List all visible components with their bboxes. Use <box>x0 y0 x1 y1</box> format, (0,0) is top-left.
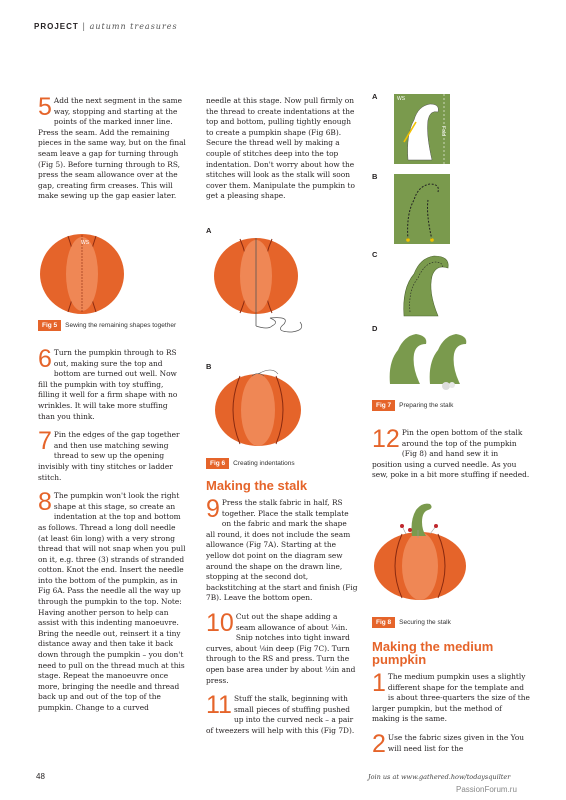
step-text: Stuff the stalk, beginning with small pieces of stuffing pushed up into the curved neck – a pair of tweezers will help with this (Fig 7D). <box>206 694 355 735</box>
medium-step-2 <box>372 729 530 758</box>
step-number: 6 <box>38 345 52 373</box>
step-5 <box>38 93 186 202</box>
fig6-tag: Fig 6 <box>206 458 229 469</box>
fig5-caption-text: Sewing the remaining shapes together <box>65 322 177 329</box>
heading-making-the-stalk: Making the stalk <box>206 478 308 493</box>
fig5-caption <box>38 320 188 331</box>
step-number: 7 <box>38 427 52 456</box>
watermark: PassionForum.ru <box>456 785 517 794</box>
fig7d-stalks-stuffed-illustration <box>386 328 476 390</box>
column-2b <box>206 479 358 744</box>
fig6-caption <box>206 458 356 469</box>
fig5-pumpkin-illustration <box>38 232 142 316</box>
fig7-fold-label: Fold <box>439 126 446 136</box>
step-10 <box>206 608 358 686</box>
step-11 <box>206 691 358 736</box>
header-separator: | <box>78 22 90 31</box>
step-9 <box>206 495 358 604</box>
fig8-caption <box>372 617 532 628</box>
step-8 <box>38 488 186 713</box>
step-text: Turn the pumpkin through to RS out, making sure the top and bottom are turned out well. Now fill the pumpkin with toy stuffing, filling it well for a firm shape with no wrinkles. It will take more stuffing than you think. <box>38 348 178 421</box>
header-project: PROJECT <box>34 22 79 31</box>
step-text: Add the next segment in the same way, stopping and starting at the points of the marked inner line. Press the seam. Add the remaining pieces in the same way, but on the final seam leave a gap for turning through (Fig 5). Before turning through to RS, press the seam allowance over at the gap, creating firm creases. This will make sewing up the gap easier later. <box>38 96 186 201</box>
fig7-ws-label: WS <box>397 96 406 102</box>
step-text: The medium pumpkin uses a slightly different shape for the template and is about three-quarters the size of the larger pumpkin, but the method of making is the same. <box>372 672 530 724</box>
fig8-pumpkin-with-stalk-illustration <box>372 500 476 604</box>
fig7-label-d: D <box>372 324 378 333</box>
step-text: Pin the edges of the gap together and then use matching sewing thread to sew up the opening invisibly with tiny stitches or ladder stitch. <box>38 430 180 482</box>
fig7-caption-text: Preparing the stalk <box>399 402 454 409</box>
medium-step-1 <box>372 669 530 725</box>
step-text: Use the fabric sizes given in the You will need list for the <box>387 732 525 753</box>
step-8-continued: needle at this stage. Now pull firmly on the thread to create indentations at the top and bottom, pulling tightly enough to create a pumpkin shape (Fig 6B). Secure the thread well by making a couple of stitches deep into the top indentation. Don't worry about how the stitches will look as the stalk will soon cover them. Manipulate the pumpkin to get a pleasing shape. <box>206 96 355 201</box>
step-6 <box>38 345 186 422</box>
step-text: Press the stalk fabric in half, RS together. Place the stalk template on the fabric and mark the shape all round, it does not include the seam allowance (Fig 7A). Starting at the yellow dot point on the diagram sew around the shape on the drawn line, stopping at the second dot, backstitching at the start and finish (Fig 7B). Leave the bottom open. <box>206 498 358 603</box>
fig6-caption-text: Creating indentations <box>233 460 295 467</box>
step-number: 8 <box>38 488 52 517</box>
fig6b-pumpkin-illustration <box>212 368 332 452</box>
fig5-tag: Fig 5 <box>38 320 61 331</box>
step-text: The pumpkin won't look the right shape at this stage, so create an indentation at the top and bottom as follows. Thread a long doll needle (at least 6in long) with a very strong thread that will not snap when you pull on it, e.g. three (3) strands of stranded cotton. Knot the end. Insert the needle into the bottom of the pumpkin, as in Fig 6A. Pass the needle all the way up through the pumpkin to the top. Note: Having another person to help can assist with this indenting manoeuvre. Bring the needle out, reinsert it a tiny distance away and then take it back down through the pumpkin – you don't need to pull on the thread much at this stage. Repeat the manoeuvre once more, bringing the needle and thread back up and out of the top of the pumpkin. Change to a curved <box>38 491 186 712</box>
fig7-caption <box>372 400 532 411</box>
heading-making-the-medium-pumpkin: Making the medium pumpkin <box>372 639 494 667</box>
step-12 <box>372 425 530 481</box>
step-text: Pin the open bottom of the stalk around the top of the pumpkin (Fig 8) and hand sew it in position using a curved needle. As you sew, poke in a bit more stuffing if needed. <box>372 428 530 480</box>
fig7-tag: Fig 7 <box>372 400 395 411</box>
fig6-label-b: B <box>206 362 212 371</box>
fig7-label-a: A <box>372 92 378 101</box>
step-number: 9 <box>206 495 220 523</box>
column-3 <box>372 425 530 489</box>
running-header <box>34 22 178 31</box>
fig6a-pumpkin-illustration <box>210 234 320 344</box>
page-number: 48 <box>36 772 45 781</box>
step-number: 2 <box>372 729 386 758</box>
step-number: 1 <box>372 669 386 697</box>
step-number: 11 <box>206 691 232 720</box>
fig8-tag: Fig 8 <box>372 617 395 628</box>
column-3b <box>372 640 530 762</box>
step-number: 5 <box>38 93 52 121</box>
fig6-label-a: A <box>206 226 212 235</box>
step-7 <box>38 427 186 483</box>
step-number: 10 <box>206 608 234 637</box>
fig8-caption-text: Securing the stalk <box>399 619 451 626</box>
fig7-label-b: B <box>372 172 378 181</box>
fig7b-stalk-sewn-illustration <box>394 174 450 244</box>
footer-join-link[interactable]: Join us at www.gathered.how/todaysquilter <box>368 773 511 781</box>
svg-text:WS: WS <box>81 240 90 246</box>
step-text: Cut out the shape adding a seam allowance of about ¼in. Snip notches into tight inward curves, about ⅛in deep (Fig 7C). Turn through to the RS and press. Turn the open base area under by about ⅓in and press. <box>206 611 356 685</box>
step-number: 12 <box>372 425 400 453</box>
column-1 <box>38 93 186 210</box>
header-subtitle: autumn treasures <box>89 22 178 31</box>
fig7-label-c: C <box>372 250 378 259</box>
column-2 <box>206 96 358 210</box>
fig7c-stalk-cut-illustration <box>398 252 454 320</box>
column-1b <box>38 345 186 722</box>
